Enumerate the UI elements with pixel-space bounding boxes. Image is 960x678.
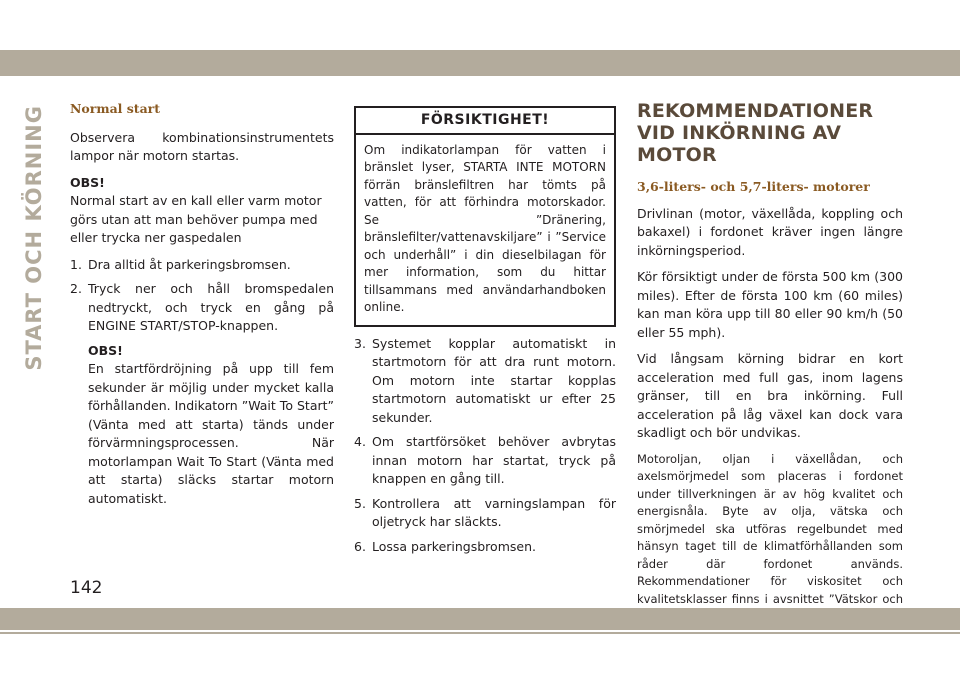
list-text: Dra alltid åt parkeringsbromsen. bbox=[88, 256, 291, 272]
normal-start-heading: Normal start bbox=[70, 101, 161, 116]
list-item bbox=[70, 256, 334, 275]
caution-title: FÖRSIKTIGHET! bbox=[356, 108, 614, 135]
list-item bbox=[354, 538, 616, 557]
break-in-paragraph-1: Drivlinan (motor, växellåda, koppling och bakaxel) i fordonet kräver ingen längre inkörningsperiod. bbox=[637, 205, 903, 258]
column-right bbox=[637, 100, 903, 634]
break-in-paragraph-4: Motoroljan, oljan i växellådan, och axelsmörjmedel som placeras i fordonet under tillverkningen är av hög kvalitet och energisnåla. Byte av olja, vätska och smörjmedel ska utföras regelbundet med hänsyn taget till de klimatförhållanden som råder där fordonet används. Rekommendationer för viskositet och kvalitetsklasser finns i avsnittet ”Vätskor och bbox=[637, 451, 903, 606]
note-label-2: OBS! bbox=[88, 342, 123, 358]
top-band bbox=[0, 0, 960, 76]
note-text-2: En startfördröjning på upp till fem sekunder är möjlig under mycket kalla förhållanden. Indikatorn ”Wait To Start” (Vänta med att starta) tänds under förvärmningsprocessen. När motorlampan Wait To Start (Vänta med att starta) släcks startar motorn automatiskt. bbox=[88, 361, 334, 506]
list-text: Kontrollera att varningslampan för oljetryck har släckts. bbox=[372, 495, 616, 529]
list-number: 5. bbox=[354, 495, 366, 511]
steps-list-1 bbox=[70, 256, 334, 336]
column-middle bbox=[354, 106, 616, 562]
list-text: Lossa parkeringsbromsen. bbox=[372, 538, 536, 554]
note-block-2 bbox=[70, 342, 334, 509]
list-number: 2. bbox=[70, 281, 82, 296]
break-in-paragraph-2: Kör försiktigt under de första 500 km (300 miles). Efter de första 100 km (60 miles) kan man köra upp till 80 eller 90 km/h (50 eller 55 mph). bbox=[637, 269, 903, 340]
section-title: REKOMMENDATIONER VID INKÖRNING AV MOTOR bbox=[637, 100, 874, 166]
break-in-paragraph-3: Vid långsam körning bidrar en kort acceleration med full gas, inom lagens gränser, till en bra inkörning. Full acceleration på låg växel kan dock vara skadligt och bör undvikas. bbox=[637, 351, 903, 440]
list-text: Om startförsöket behöver avbrytas innan motorn har startat, tryck på knappen en gång till. bbox=[372, 434, 616, 486]
list-item bbox=[354, 495, 616, 532]
list-number: 1. bbox=[70, 256, 82, 272]
steps-list-2 bbox=[354, 335, 616, 557]
list-item bbox=[354, 335, 616, 428]
list-text: Tryck ner och håll bromspedalen nedtryckt, och tryck en gång på ENGINE START/STOP-knappen. bbox=[88, 281, 334, 333]
bottom-bar bbox=[0, 608, 960, 630]
intro-paragraph: Observera kombinationsinstrumentets lampor när motorn startas. bbox=[70, 129, 334, 163]
list-text: Systemet kopplar automatiskt in startmotorn för att dra runt motorn. Om motorn inte startar kopplas startmotorn automatiskt ur efter 25 sekunder. bbox=[372, 335, 616, 425]
list-number: 4. bbox=[354, 434, 366, 449]
top-bar bbox=[0, 50, 960, 76]
bottom-band bbox=[0, 608, 960, 678]
list-item bbox=[70, 280, 334, 336]
engine-subheading: 3,6-liters- och 5,7-liters- motorer bbox=[637, 179, 870, 194]
list-number: 3. bbox=[354, 335, 366, 351]
caution-box bbox=[354, 106, 616, 327]
note-label-1: OBS! bbox=[70, 174, 105, 190]
section-side-label-text: START OCH KÖRNING bbox=[22, 105, 46, 371]
page-number: 142 bbox=[70, 578, 103, 598]
caution-text: Om indikatorlampan för vatten i bränslet lyser, STARTA INTE MOTORN förrän bränslefiltren har tömts på vatten, för att förhindra motorskador. Se ”Dränering, bränslefilter/vattenavskiljare” i ”Service och underhåll” i din dieselbilagan för mer information, som du hittar tillsammans med användarhandboken online. bbox=[364, 142, 606, 314]
list-number: 6. bbox=[354, 538, 366, 554]
bottom-rule bbox=[0, 632, 960, 634]
column-left bbox=[70, 100, 334, 516]
section-side-label bbox=[16, 105, 52, 371]
note-text-1: Normal start av en kall eller varm motor görs utan att man behöver pumpa med eller trycka ner gaspedalen bbox=[70, 193, 322, 245]
list-item bbox=[354, 433, 616, 489]
